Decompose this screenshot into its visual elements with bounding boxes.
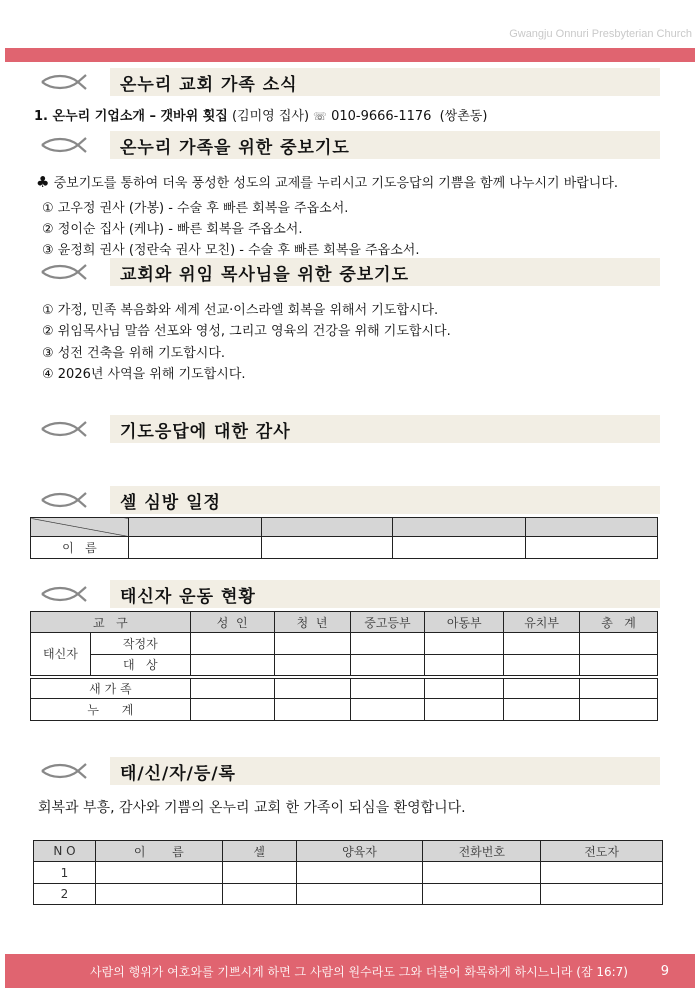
value-cell[interactable] [190, 655, 274, 677]
fish-icon [40, 73, 88, 91]
fish-icon [40, 263, 88, 281]
value-cell[interactable] [580, 633, 658, 655]
col-header: 전화번호 [423, 841, 541, 862]
name-cell[interactable] [261, 537, 393, 559]
input-cell[interactable] [95, 862, 222, 884]
value-cell[interactable] [504, 655, 580, 677]
value-cell[interactable] [425, 655, 504, 677]
section-header-church-prayer [40, 258, 660, 286]
church-prayer-item: ② 위임목사님 말씀 선포와 영성, 그리고 영육의 건강을 위해 기도합시다. [42, 324, 451, 339]
value-cell[interactable] [580, 655, 658, 677]
section-header-family-prayer [40, 131, 660, 159]
business-location: (쌍촌동) [439, 109, 488, 124]
input-cell[interactable] [95, 884, 222, 905]
input-cell[interactable] [222, 862, 296, 884]
col-header: 중고등부 [350, 612, 425, 633]
prayer-item: ① 고우정 권사 (가봉) - 수술 후 빠른 회복을 주옵소서. [42, 201, 349, 216]
col-header: 전도자 [541, 841, 663, 862]
church-name: Gwangju Onnuri Presbyterian Church [509, 28, 692, 40]
input-cell[interactable] [423, 884, 541, 905]
phone-icon: ☏ [313, 110, 327, 123]
value-cell[interactable] [190, 633, 274, 655]
row-label-name: 이 름 [31, 537, 129, 559]
business-intro [34, 105, 487, 124]
fish-icon [40, 585, 88, 603]
col-header: 이 름 [95, 841, 222, 862]
name-cell[interactable] [393, 537, 526, 559]
church-prayer-item: ④ 2026년 사역을 위해 기도합시다. [42, 367, 246, 382]
date-cell[interactable] [526, 518, 658, 537]
prayer-intro-text: 중보기도를 통하여 더욱 풍성한 성도의 교제를 누리시고 기도응답의 기쁨을 함께 나누시기 바랍니다. [53, 176, 619, 191]
value-cell[interactable] [350, 677, 425, 699]
col-header: 성 인 [190, 612, 274, 633]
date-cell[interactable] [128, 518, 261, 537]
row-number: 2 [34, 884, 96, 905]
evangelism-table [30, 611, 658, 721]
business-name: 1. 온누리 기업소개 – 갯바위 횟집 [34, 109, 228, 124]
prayer-intro [36, 172, 618, 191]
value-cell[interactable] [504, 633, 580, 655]
date-cell[interactable] [393, 518, 526, 537]
value-cell[interactable] [350, 633, 425, 655]
value-cell[interactable] [274, 633, 350, 655]
col-header: N O [34, 841, 96, 862]
value-cell[interactable] [425, 677, 504, 699]
input-cell[interactable] [423, 862, 541, 884]
club-icon: ♣ [36, 173, 50, 191]
registration-table [33, 840, 663, 905]
value-cell[interactable] [504, 677, 580, 699]
page-number: 9 [660, 963, 669, 979]
value-cell[interactable] [425, 633, 504, 655]
prayer-item: ③ 윤정희 권사 (정란숙 권사 모친) - 수술 후 빠른 회복을 주옵소서. [42, 243, 420, 258]
welcome-text: 회복과 부흥, 감사와 기쁨의 온누리 교회 한 가족이 되심을 환영합니다. [38, 800, 466, 816]
col-header: 양육자 [296, 841, 423, 862]
fish-icon [40, 491, 88, 509]
prayer-item: ② 정이순 집사 (케냐) - 빠른 회복을 주옵소서. [42, 222, 303, 237]
top-accent-band [5, 48, 695, 62]
section-header-registration [40, 757, 660, 785]
value-cell[interactable] [425, 699, 504, 721]
value-cell[interactable] [274, 699, 350, 721]
section-title: 셀 심방 일정 [110, 486, 660, 514]
footer-verse: 사람의 행위가 여호와를 기쁘시게 하면 그 사람의 원수라도 그와 더불어 화목하게 하시느니라 (잠 16:7) [90, 964, 628, 979]
section-title: 온누리 교회 가족 소식 [110, 68, 660, 96]
col-header: 청 년 [274, 612, 350, 633]
input-cell[interactable] [222, 884, 296, 905]
date-cell[interactable] [261, 518, 393, 537]
section-title: 기도응답에 대한 감사 [110, 415, 660, 443]
name-cell[interactable] [526, 537, 658, 559]
section-title: 교회와 위임 목사님을 위한 중보기도 [110, 258, 660, 286]
section-title: 태신자 운동 현황 [110, 580, 660, 608]
value-cell[interactable] [580, 677, 658, 699]
church-prayer-item: ① 가정, 민족 복음화와 세계 선교·이스라엘 회복을 위해서 기도합시다. [42, 303, 439, 318]
col-header: 총 계 [580, 612, 658, 633]
col-header: 유치부 [504, 612, 580, 633]
group-label: 태신자 [31, 633, 91, 677]
input-cell[interactable] [541, 884, 663, 905]
col-header: 아동부 [425, 612, 504, 633]
section-header-thanks [40, 415, 660, 443]
value-cell[interactable] [274, 677, 350, 699]
row-label: 작정자 [90, 633, 190, 655]
row-label: 대 상 [90, 655, 190, 677]
input-cell[interactable] [541, 862, 663, 884]
value-cell[interactable] [580, 699, 658, 721]
value-cell[interactable] [504, 699, 580, 721]
value-cell[interactable] [190, 677, 274, 699]
section-header-evangelism [40, 580, 660, 608]
input-cell[interactable] [296, 862, 423, 884]
church-prayer-item: ③ 성전 건축을 위해 기도합시다. [42, 346, 226, 361]
row-label: 새 가 족 [31, 677, 191, 699]
section-header-family-news [40, 68, 660, 96]
fish-icon [40, 762, 88, 780]
fish-icon [40, 136, 88, 154]
name-cell[interactable] [128, 537, 261, 559]
section-header-cell-visit [40, 486, 660, 514]
value-cell[interactable] [350, 655, 425, 677]
col-header: 셀 [222, 841, 296, 862]
value-cell[interactable] [350, 699, 425, 721]
value-cell[interactable] [190, 699, 274, 721]
row-label: 누 계 [31, 699, 191, 721]
input-cell[interactable] [296, 884, 423, 905]
col-header: 교 구 [31, 612, 191, 633]
row-number: 1 [34, 862, 96, 884]
section-title: 태/신/자/등/록 [110, 757, 660, 785]
fish-icon [40, 420, 88, 438]
section-title: 온누리 가족을 위한 중보기도 [110, 131, 660, 159]
cell-visit-table [30, 517, 658, 559]
business-phone: 010-9666-1176 [331, 109, 432, 124]
value-cell[interactable] [274, 655, 350, 677]
business-owner: (김미영 집사) [231, 109, 310, 124]
diagonal-header-cell [31, 518, 129, 537]
footer-band [5, 954, 695, 988]
